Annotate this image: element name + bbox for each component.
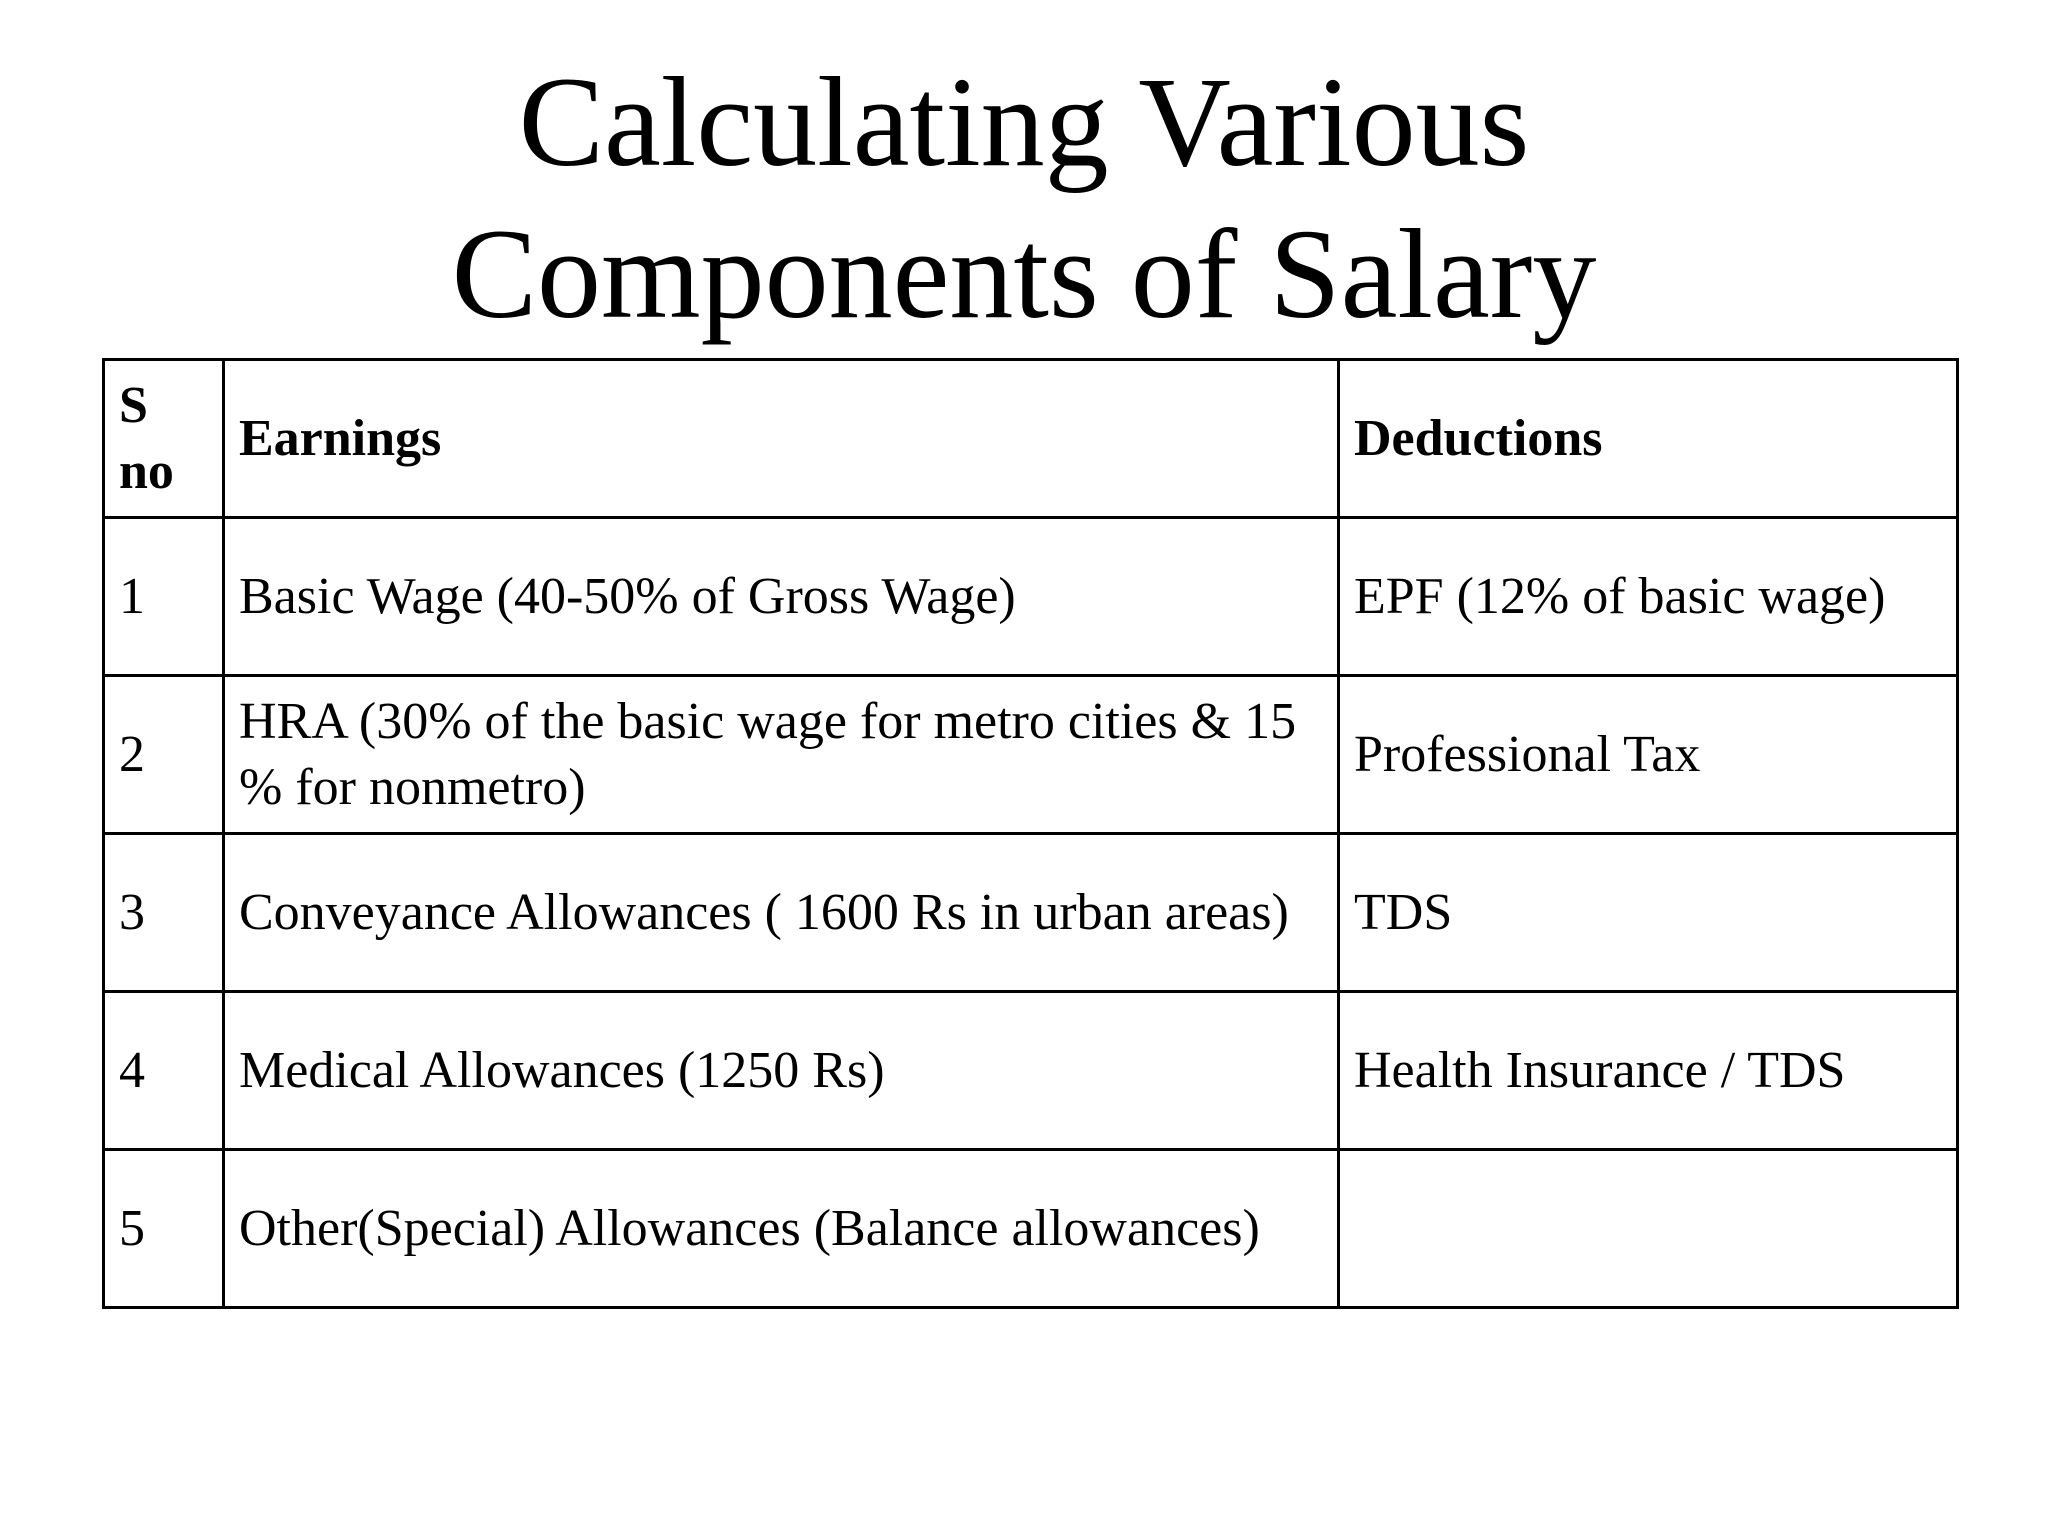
row-sno: 3 bbox=[104, 834, 224, 992]
title-line-2: Components of Salary bbox=[451, 203, 1597, 345]
slide-title bbox=[0, 46, 2048, 350]
table-row bbox=[104, 1150, 1958, 1308]
table-row bbox=[104, 992, 1958, 1150]
row-earning: Medical Allowances (1250 Rs) bbox=[224, 992, 1339, 1150]
row-sno: 4 bbox=[104, 992, 224, 1150]
table-row bbox=[104, 518, 1958, 676]
row-deduction bbox=[1339, 1150, 1958, 1308]
table-row bbox=[104, 676, 1958, 834]
row-earning: Other(Special) Allowances (Balance allowances) bbox=[224, 1150, 1339, 1308]
row-earning: HRA (30% of the basic wage for metro cities & 15 % for nonmetro) bbox=[224, 676, 1339, 834]
row-deduction: EPF (12% of basic wage) bbox=[1339, 518, 1958, 676]
header-earnings: Earnings bbox=[224, 360, 1339, 518]
table-header-row bbox=[104, 360, 1958, 518]
salary-components-table bbox=[102, 358, 1959, 1309]
header-deductions: Deductions bbox=[1339, 360, 1958, 518]
row-deduction: TDS bbox=[1339, 834, 1958, 992]
row-deduction: Health Insurance / TDS bbox=[1339, 992, 1958, 1150]
table-row bbox=[104, 834, 1958, 992]
row-deduction: Professional Tax bbox=[1339, 676, 1958, 834]
row-earning: Basic Wage (40-50% of Gross Wage) bbox=[224, 518, 1339, 676]
title-line-1: Calculating Various bbox=[518, 51, 1530, 193]
row-sno: 1 bbox=[104, 518, 224, 676]
row-sno: 2 bbox=[104, 676, 224, 834]
row-sno: 5 bbox=[104, 1150, 224, 1308]
header-sno: S no bbox=[104, 360, 224, 518]
row-earning: Conveyance Allowances ( 1600 Rs in urban areas) bbox=[224, 834, 1339, 992]
